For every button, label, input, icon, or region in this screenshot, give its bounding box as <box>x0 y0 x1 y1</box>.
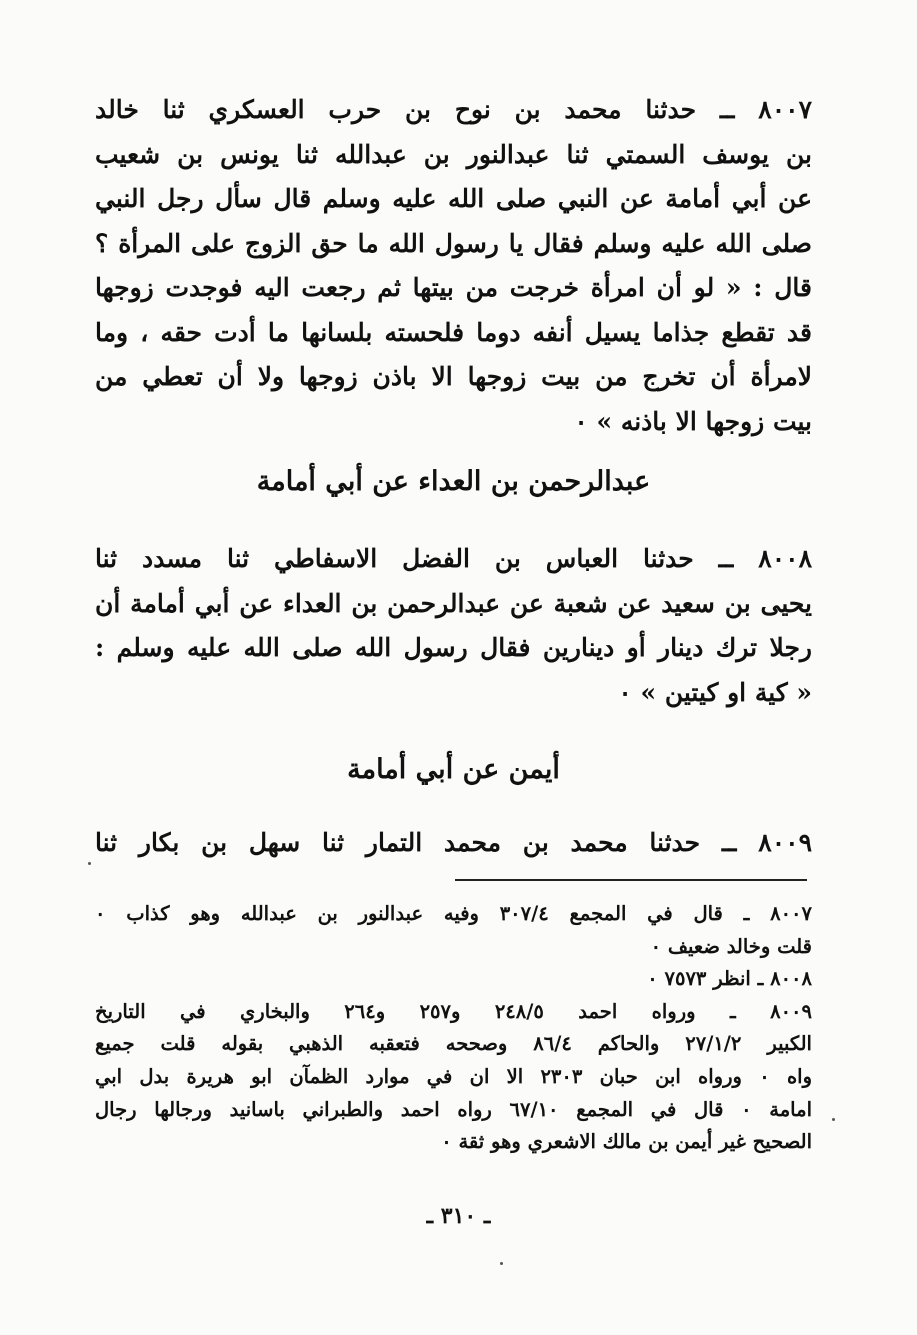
text-line: عن أبي أمامة عن النبي صلى الله عليه وسلم قال سأل رجل النبي <box>95 184 812 213</box>
page-number: ـ ٣١٠ ـ <box>426 1203 491 1229</box>
footnote-line: ٨٠٠٨ ـ انظر ٧٥٧٣ ٠ <box>647 967 812 991</box>
text-line: صلى الله عليه وسلم فقال يا رسول الله ما حق الزوج على المرأة ؟ <box>95 228 812 258</box>
hadith-8007 <box>95 88 812 444</box>
scan-speck <box>500 1262 503 1265</box>
text-line: بن يوسف السمتي ثنا عبدالنور بن عبدالله ثنا يونس بن شعيب <box>95 139 812 169</box>
scan-speck <box>832 1118 835 1121</box>
footnote-separator <box>455 879 807 881</box>
text-line: ٨٠٠٨ ــ حدثنا العباس بن الفضل الاسفاطي ثنا مسدد ثنا <box>95 544 812 573</box>
section-heading: أيمن عن أبي أمامة <box>347 754 560 785</box>
footnote-line: قلت وخالد ضعيف ٠ <box>650 934 812 958</box>
footnote-line: امامة ٠ قال في المجمع ٦٧/١٠ رواه احمد والطبراني باسانيد ورجالها رجال <box>95 1097 812 1121</box>
footnote-line: ٨٠٠٧ ـ قال في المجمع ٣٠٧/٤ وفيه عبدالنور بن عبدالله وهو كذاب ٠ <box>95 902 812 925</box>
footnote-line: الصحيح غير أيمن بن مالك الاشعري وهو ثقة ٠ <box>441 1130 812 1154</box>
hadith-8008 <box>95 537 812 715</box>
text-line: ٨٠٠٩ ــ حدثنا محمد بن محمد التمار ثنا سهل بن بكار ثنا <box>95 828 812 857</box>
text-line: ٨٠٠٧ ــ حدثنا محمد بن نوح بن حرب العسكري ثنا خالد <box>95 95 812 124</box>
footnotes <box>95 898 812 1159</box>
text-line: يحيى بن سعيد عن شعبة عن عبدالرحمن بن العداء عن أبي أمامة أن <box>95 588 812 618</box>
text-line: قد تقطع جذاما يسيل أنفه دوما فلحسته بلسانها ما أدت حقه ، وما <box>95 317 812 347</box>
scan-speck <box>88 862 91 865</box>
text-line: رجلا ترك دينار أو دينارين فقال رسول الله صلى الله عليه وسلم : <box>95 633 812 662</box>
text-line: لامرأة أن تخرج من بيت زوجها الا باذن زوجها ولا أن تعطي من <box>95 362 812 391</box>
footnote-line: ٨٠٠٩ ـ ورواه احمد ٢٤٨/٥ و٢٥٧ و٢٦٤ والبخاري في التاريخ <box>95 999 812 1023</box>
text-line: « كية او كيتين » ٠ <box>618 677 812 707</box>
hadith-8009 <box>95 821 812 866</box>
text-line: بيت زوجها الا باذنه » ٠ <box>574 406 812 436</box>
section-heading: عبدالرحمن بن العداء عن أبي أمامة <box>256 466 651 497</box>
footnote-line: واه ٠ ورواه ابن حبان ٢٣٠٣ الا ان في موارد الظمآن ابو هريرة بدل ابي <box>95 1064 812 1088</box>
text-line: قال : « لو أن امرأة خرجت من بيتها ثم رجعت اليه فوجدت زوجها <box>95 273 812 302</box>
footnote-line: الكبير ٢٧/١/٢ والحاكم ٨٦/٤ وصححه فتعقبه الذهبي بقوله قلت جميع <box>95 1032 812 1056</box>
